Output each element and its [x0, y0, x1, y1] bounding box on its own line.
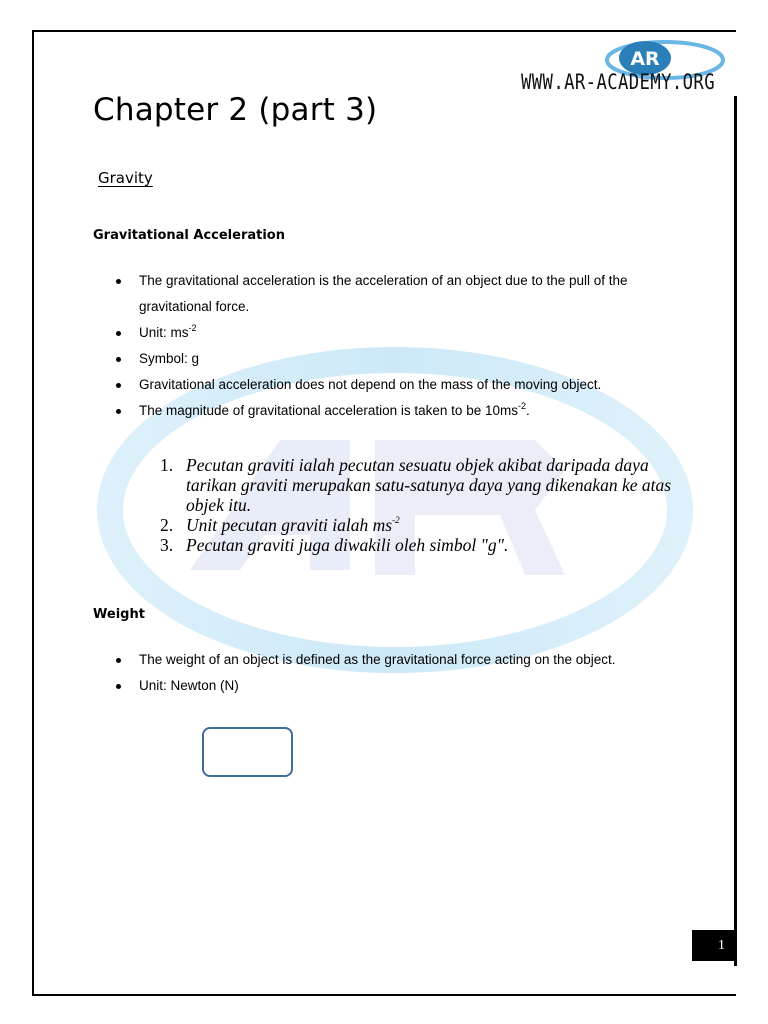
bullet-text-end: .	[526, 403, 530, 418]
gravitational-acceleration-list	[93, 268, 693, 424]
list-number: 2.	[160, 515, 174, 535]
list-item	[93, 320, 693, 346]
list-item	[93, 268, 693, 320]
bullet-text: Unit: ms	[139, 325, 189, 340]
malay-notes-list	[160, 455, 680, 555]
bullet-text: The gravitational acceleration is the acceleration of an object due to the pull of the gravitational force.	[139, 273, 628, 314]
list-item	[93, 346, 693, 372]
heading-gravitational-acceleration: Gravitational Acceleration	[93, 228, 285, 243]
list-item	[93, 398, 693, 424]
list-item	[93, 372, 693, 398]
bullet-text: The weight of an object is defined as the gravitational force acting on the object.	[139, 652, 616, 667]
note-text: Pecutan graviti juga diwakili oleh simbol "g".	[186, 535, 509, 555]
bullet-text: The magnitude of gravitational acceleration is taken to be 10ms	[139, 403, 518, 418]
bullet-text: Symbol: g	[139, 351, 200, 366]
superscript: -2	[392, 515, 400, 526]
list-number: 1.	[160, 455, 174, 475]
weight-list	[93, 647, 693, 699]
list-item	[93, 647, 693, 673]
list-item	[160, 515, 680, 535]
bullet-text: Unit: Newton (N)	[139, 678, 239, 693]
list-item	[160, 535, 680, 555]
logo-url-text: WWW.AR-ACADEMY.ORG	[521, 70, 715, 94]
list-number: 3.	[160, 535, 174, 555]
list-item	[93, 673, 693, 699]
superscript: -2	[517, 400, 526, 411]
logo-mark-text: AR	[630, 48, 660, 70]
section-heading-gravity: Gravity	[98, 169, 153, 187]
note-text: Pecutan graviti ialah pecutan sesuatu objek akibat daripada daya tarikan graviti merupakan satu-satunya daya yang dikenakan ke atas objek itu.	[186, 455, 672, 515]
page-right-bar	[734, 96, 737, 966]
superscript: -2	[188, 322, 197, 333]
bullet-text: Gravitational acceleration does not depend on the mass of the moving object.	[139, 377, 602, 392]
list-item	[160, 455, 680, 515]
heading-weight: Weight	[93, 607, 145, 622]
empty-rounded-box	[202, 727, 293, 777]
page-number: 1	[692, 930, 736, 961]
page-title: Chapter 2 (part 3)	[93, 92, 378, 128]
note-text: Unit pecutan graviti ialah ms	[186, 515, 393, 535]
